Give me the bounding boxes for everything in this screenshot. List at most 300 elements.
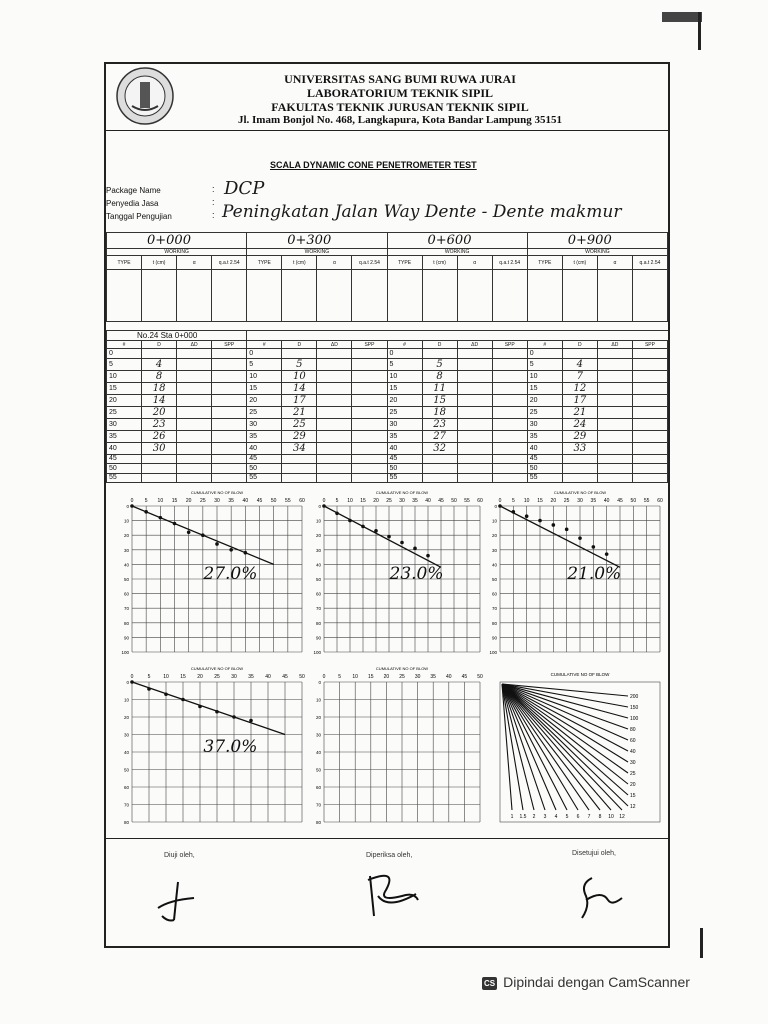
tested-by-label: Diuji oleh, [164, 852, 195, 859]
blow-cell: 10 [107, 370, 142, 382]
camscanner-badge: CS [484, 978, 496, 988]
blow-cell: 5 [107, 358, 142, 370]
chart-title: CUMULATIVE NO OF BLOW [190, 490, 244, 495]
blow-cell: 40 [527, 442, 562, 454]
reading-cell [282, 464, 317, 474]
university-name: UNIVERSITAS SANG BUMI RUWA JURAI [284, 72, 516, 86]
reading-cell: 18 [142, 382, 177, 394]
x-tick-label: 50 [477, 674, 483, 680]
signature-tested [150, 870, 210, 930]
reading-cell: 4 [142, 358, 177, 370]
x-tick-label: 60 [657, 498, 663, 504]
reading-cell: 18 [422, 406, 457, 418]
data-point [335, 512, 339, 516]
empty-cell [492, 394, 527, 406]
reading-cell: 23 [422, 418, 457, 430]
blow-cell: 25 [527, 406, 562, 418]
empty-cell [177, 473, 212, 483]
empty-cell [597, 270, 632, 322]
data-point [215, 710, 219, 714]
empty-cell [492, 442, 527, 454]
data-point [413, 547, 417, 551]
blow-cell: 25 [387, 406, 422, 418]
lab-name: LABORATORIUM TEKNIK SIPIL [306, 86, 494, 100]
reading-cell: 5 [282, 358, 317, 370]
y-tick-label: 20 [123, 533, 129, 539]
empty-cell [212, 430, 247, 442]
col-header: α [177, 256, 212, 270]
blow-cell: 55 [527, 473, 562, 483]
y-tick-label: 100 [121, 650, 129, 655]
blow-cell: 30 [387, 418, 422, 430]
empty-cell [492, 406, 527, 418]
blow-cell: 55 [387, 473, 422, 483]
x-tick-label: 5 [511, 498, 515, 504]
reading-cell: 14 [282, 382, 317, 394]
nomograph-label: 1.5 [519, 814, 527, 820]
empty-cell [177, 406, 212, 418]
empty-cell [352, 464, 387, 474]
reading-cell: 30 [142, 442, 177, 454]
reading-cell: 14 [142, 394, 177, 406]
data-point [198, 705, 202, 709]
nomograph-label: 20 [630, 782, 636, 788]
col-header: ΔD [177, 341, 212, 349]
empty-cell [632, 454, 667, 464]
empty-cell [352, 349, 387, 359]
field-package-label: Package Name [106, 186, 161, 195]
chart-blank [308, 664, 484, 826]
x-tick-label: 15 [180, 674, 186, 680]
reading-cell: 11 [422, 382, 457, 394]
reading-cell [422, 349, 457, 359]
x-tick-label: 30 [414, 674, 421, 680]
nomograph-label: 8 [598, 814, 602, 820]
blow-cell: 20 [247, 394, 282, 406]
empty-cell [317, 418, 352, 430]
blow-cell: 40 [107, 442, 142, 454]
empty-cell [212, 270, 247, 322]
empty-cell [282, 270, 317, 322]
empty-cell [632, 370, 667, 382]
data-point [249, 719, 253, 723]
faculty-name: FAKULTAS TEKNIK JURUSAN TEKNIK SIPIL [271, 100, 529, 114]
x-tick-label: 0 [130, 498, 134, 504]
data-point [605, 552, 609, 556]
station-sub: WORKING [527, 249, 667, 256]
x-tick-label: 10 [352, 674, 358, 680]
empty-cell [597, 430, 632, 442]
reading-cell [282, 349, 317, 359]
y-tick-label: 30 [315, 732, 321, 738]
y-tick-label: 40 [315, 750, 321, 755]
empty-cell [597, 406, 632, 418]
station-sub: WORKING [247, 249, 387, 256]
y-tick-label: 100 [489, 650, 497, 655]
data-point [164, 692, 168, 696]
y-tick-label: 50 [491, 577, 497, 582]
y-tick-label: 20 [315, 715, 321, 720]
blow-cell: 10 [527, 370, 562, 382]
x-tick-label: 15 [537, 498, 543, 504]
empty-cell [317, 370, 352, 382]
y-tick-label: 70 [123, 802, 129, 808]
reading-cell: 25 [282, 418, 317, 430]
empty-cell [597, 349, 632, 359]
x-tick-label: 40 [446, 674, 452, 680]
data-point [400, 541, 404, 545]
reading-cell: 5 [422, 358, 457, 370]
x-tick-label: 5 [335, 498, 339, 504]
col-header: α [317, 256, 352, 270]
x-tick-label: 35 [430, 674, 436, 680]
x-tick-label: 15 [171, 498, 178, 504]
empty-cell [597, 473, 632, 483]
chart-title: CUMULATIVE NO OF BLOW [550, 672, 610, 677]
y-tick-label: 10 [123, 518, 129, 524]
camscanner-footer [482, 974, 690, 990]
empty-cell [352, 473, 387, 483]
chart-title: CUMULATIVE NO OF BLOW [553, 490, 607, 495]
x-tick-label: 20 [373, 498, 379, 504]
y-tick-label: 40 [123, 750, 129, 755]
station-sub: WORKING [107, 249, 247, 256]
empty-cell [597, 454, 632, 464]
y-tick-label: 50 [123, 577, 129, 582]
reading-cell [562, 464, 597, 474]
col-header: # [247, 341, 282, 349]
col-header: SPP [492, 341, 527, 349]
col-header: α [457, 256, 492, 270]
empty-cell [247, 270, 282, 322]
x-tick-label: 45 [461, 674, 468, 680]
empty-cell [317, 406, 352, 418]
x-tick-label: 10 [157, 498, 164, 504]
empty-cell [527, 270, 562, 322]
col-header: D [142, 341, 177, 349]
data-point [592, 545, 596, 549]
empty-cell [632, 430, 667, 442]
col-header: ΔD [317, 341, 352, 349]
scan-edge-mark [662, 12, 702, 22]
empty-cell [632, 473, 667, 483]
col-header: t (cm) [282, 256, 317, 270]
y-tick-label: 70 [491, 606, 497, 612]
trend-line [132, 682, 285, 735]
data-point [232, 715, 236, 719]
x-tick-label: 30 [577, 498, 583, 504]
empty-cell [317, 349, 352, 359]
x-tick-label: 40 [265, 674, 271, 680]
empty-cell [352, 454, 387, 464]
reading-cell: 17 [282, 394, 317, 406]
y-tick-label: 10 [491, 518, 497, 524]
y-tick-label: 90 [315, 635, 321, 641]
reading-cell: 33 [562, 442, 597, 454]
empty-cell [492, 418, 527, 430]
nomograph-line [502, 684, 628, 784]
empty-cell [177, 394, 212, 406]
col-header: t (cm) [142, 256, 177, 270]
data-point [322, 504, 326, 508]
y-tick-label: 20 [491, 533, 497, 539]
empty-cell [492, 358, 527, 370]
nomograph-label: 25 [630, 771, 636, 777]
field-date-label: Tanggal Pengujian [106, 212, 172, 221]
cbr-nomograph [490, 664, 666, 826]
reading-cell: 29 [562, 430, 597, 442]
reading-cell: 26 [142, 430, 177, 442]
x-tick-label: 55 [464, 498, 470, 504]
nomograph-label: 2 [532, 814, 536, 820]
empty-cell [492, 370, 527, 382]
x-tick-label: 10 [163, 674, 169, 680]
x-tick-label: 20 [185, 498, 192, 504]
empty-cell [632, 349, 667, 359]
data-point [130, 680, 134, 684]
empty-cell [317, 270, 352, 322]
x-tick-label: 5 [338, 674, 341, 680]
col-header: q.a.t 2.54 [632, 256, 667, 270]
y-tick-label: 80 [315, 620, 321, 626]
blow-cell: 55 [107, 473, 142, 483]
reading-cell: 21 [282, 406, 317, 418]
empty-cell [597, 442, 632, 454]
empty-cell [562, 270, 597, 322]
empty-cell [632, 394, 667, 406]
reading-cell [142, 473, 177, 483]
x-tick-label: 50 [451, 498, 457, 504]
reading-cell: 21 [562, 406, 597, 418]
nomograph-label: 12 [630, 804, 636, 810]
blow-cell: 20 [527, 394, 562, 406]
y-tick-label: 80 [315, 820, 321, 825]
empty-cell [212, 442, 247, 454]
x-tick-label: 15 [360, 498, 366, 504]
field-date-value: Peningkatan Jalan Way Dente - Dente makmur [222, 202, 622, 222]
x-tick-label: 5 [147, 674, 151, 680]
x-tick-label: 0 [130, 674, 134, 680]
reading-cell: 8 [142, 370, 177, 382]
y-tick-label: 0 [494, 504, 497, 509]
empty-cell [632, 418, 667, 430]
x-tick-label: 30 [214, 498, 220, 504]
blow-cell: 50 [527, 464, 562, 474]
university-logo [114, 66, 176, 126]
x-tick-label: 55 [285, 498, 291, 504]
empty-cell [212, 394, 247, 406]
y-tick-label: 20 [315, 533, 321, 539]
blow-cell: 20 [387, 394, 422, 406]
blow-cell: 5 [247, 358, 282, 370]
empty-cell [177, 418, 212, 430]
x-tick-label: 40 [425, 498, 431, 504]
blow-cell: 0 [107, 349, 142, 359]
chart-title: CUMULATIVE NO OF BLOW [190, 666, 244, 671]
reading-cell: 23 [142, 418, 177, 430]
reading-cell [142, 464, 177, 474]
empty-cell [212, 473, 247, 483]
col-header: ΔD [457, 341, 492, 349]
blow-cell: 30 [247, 418, 282, 430]
blow-cell: 0 [247, 349, 282, 359]
nomograph-label: 40 [630, 749, 636, 755]
x-tick-label: 40 [603, 498, 610, 504]
x-tick-label: 60 [299, 498, 305, 504]
y-tick-label: 60 [315, 785, 321, 790]
chart-title: CUMULATIVE NO OF BLOW [375, 666, 429, 671]
data-point [215, 542, 219, 546]
data-point [130, 504, 134, 508]
data-point [229, 548, 233, 552]
blow-cell: 35 [107, 430, 142, 442]
y-tick-label: 60 [315, 591, 321, 597]
empty-cell [457, 430, 492, 442]
empty-cell [597, 418, 632, 430]
signature-approved [572, 870, 632, 930]
blow-cell: 15 [107, 382, 142, 394]
x-tick-label: 35 [228, 498, 234, 504]
col-header: t (cm) [562, 256, 597, 270]
blow-cell: 45 [527, 454, 562, 464]
reading-cell: 32 [422, 442, 457, 454]
y-tick-label: 60 [123, 591, 129, 597]
empty-cell [177, 349, 212, 359]
x-tick-label: 55 [643, 498, 650, 504]
y-tick-label: 0 [318, 680, 321, 685]
empty-cell [107, 270, 142, 322]
x-tick-label: 25 [214, 674, 220, 680]
blow-cell: 25 [247, 406, 282, 418]
empty-cell [632, 382, 667, 394]
reading-cell: 12 [562, 382, 597, 394]
reading-cell: 34 [282, 442, 317, 454]
form-title: SCALA DYNAMIC CONE PENETROMETER TEST [270, 160, 477, 170]
col-header: SPP [212, 341, 247, 349]
nomograph-label: 15 [630, 793, 636, 799]
empty-cell [352, 270, 387, 322]
blow-cell: 55 [247, 473, 282, 483]
x-tick-label: 25 [386, 498, 392, 504]
x-tick-label: 0 [322, 674, 326, 680]
data-point [244, 551, 248, 555]
reading-cell: 20 [142, 406, 177, 418]
x-tick-label: 45 [438, 498, 444, 504]
empty-cell [142, 270, 177, 322]
nomograph-label: 3 [543, 814, 547, 820]
reading-cell: 4 [562, 358, 597, 370]
empty-cell [457, 358, 492, 370]
empty-cell [177, 270, 212, 322]
y-tick-label: 70 [315, 606, 321, 612]
empty-cell [632, 442, 667, 454]
station-label: 0+600 [387, 233, 527, 249]
reading-cell: 7 [562, 370, 597, 382]
empty-cell [597, 382, 632, 394]
nomograph-label: 7 [587, 814, 591, 820]
x-tick-label: 25 [563, 498, 570, 504]
empty-cell [352, 442, 387, 454]
empty-cell [457, 442, 492, 454]
empty-cell [457, 406, 492, 418]
data-point [348, 519, 352, 523]
empty-cell [212, 406, 247, 418]
x-tick-label: 35 [590, 498, 597, 504]
col-header: TYPE [107, 256, 142, 270]
x-tick-label: 20 [197, 674, 203, 680]
nomograph-label: 200 [630, 694, 639, 700]
blow-cell: 30 [107, 418, 142, 430]
data-point [538, 519, 542, 523]
y-tick-label: 80 [123, 620, 129, 626]
empty-cell [352, 382, 387, 394]
y-tick-label: 0 [126, 504, 129, 509]
reading-cell [562, 454, 597, 464]
y-tick-label: 90 [123, 635, 129, 641]
empty-cell [212, 358, 247, 370]
y-tick-label: 70 [123, 606, 129, 612]
blow-cell: 45 [247, 454, 282, 464]
blow-cell: 30 [527, 418, 562, 430]
y-tick-label: 50 [315, 767, 321, 773]
x-tick-label: 25 [200, 498, 206, 504]
reading-cell: 17 [562, 394, 597, 406]
scan-edge-mark [698, 12, 701, 50]
reading-cell [422, 473, 457, 483]
reading-cell: 27 [422, 430, 457, 442]
reading-cell: 15 [422, 394, 457, 406]
nomograph-label: 150 [630, 705, 639, 711]
x-tick-label: 30 [399, 498, 405, 504]
empty-cell [352, 370, 387, 382]
col-header: # [527, 341, 562, 349]
nomograph-line [502, 684, 567, 810]
x-tick-label: 50 [299, 674, 305, 680]
x-tick-label: 10 [347, 498, 353, 504]
x-tick-label: 50 [270, 498, 277, 504]
blow-cell: 15 [387, 382, 422, 394]
empty-cell [492, 454, 527, 464]
data-point [181, 698, 185, 702]
empty-cell [317, 394, 352, 406]
x-tick-label: 45 [617, 498, 623, 504]
col-header: TYPE [387, 256, 422, 270]
blow-cell: 45 [107, 454, 142, 464]
blow-cell: 40 [247, 442, 282, 454]
blow-cell: 35 [247, 430, 282, 442]
y-tick-label: 40 [123, 562, 129, 568]
blow-cell: 0 [387, 349, 422, 359]
empty-cell [492, 349, 527, 359]
nomograph-label: 4 [554, 814, 558, 820]
col-header: ΔD [597, 341, 632, 349]
y-tick-label: 30 [123, 547, 129, 553]
data-point [147, 687, 151, 691]
y-tick-label: 80 [491, 620, 497, 626]
chart-sta-0600 [484, 488, 664, 656]
nomograph-line [502, 684, 600, 810]
blow-cell: 25 [107, 406, 142, 418]
reading-subtitle: No.24 Sta 0+000 [107, 331, 247, 341]
y-tick-label: 20 [123, 715, 129, 720]
blow-cell: 5 [387, 358, 422, 370]
col-header: α [597, 256, 632, 270]
empty-cell [212, 464, 247, 474]
approved-by-label: Disetujui oleh, [572, 850, 616, 857]
nomograph-label: 12 [619, 814, 625, 820]
empty-cell [352, 358, 387, 370]
y-tick-label: 70 [315, 802, 321, 808]
